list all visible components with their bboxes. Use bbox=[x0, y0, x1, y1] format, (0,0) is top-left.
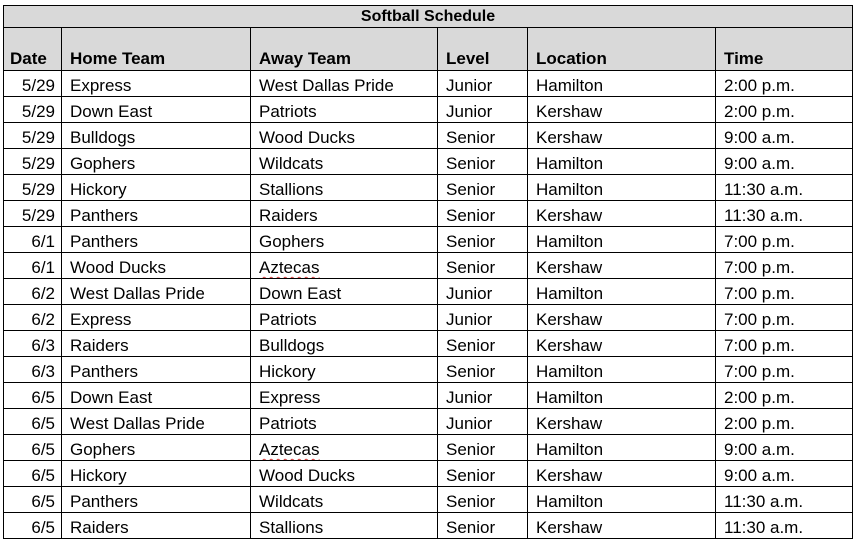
cell-home-team[interactable] bbox=[62, 409, 251, 435]
cell-home-team-text: Raiders bbox=[70, 336, 129, 355]
cell-date[interactable] bbox=[4, 123, 62, 149]
cell-location-text: Kershaw bbox=[536, 336, 603, 355]
cell-home-team-text: Wood Ducks bbox=[70, 258, 167, 277]
cell-away-team[interactable] bbox=[251, 253, 438, 279]
cell-level[interactable] bbox=[438, 435, 528, 461]
cell-away-team[interactable] bbox=[251, 409, 438, 435]
cell-time[interactable] bbox=[716, 461, 853, 487]
cell-time-text: 7:00 p.m. bbox=[724, 284, 795, 303]
cell-date-text: 6/1 bbox=[31, 232, 55, 251]
cell-away-team[interactable] bbox=[251, 149, 438, 175]
cell-time[interactable] bbox=[716, 279, 853, 305]
cell-away-team[interactable] bbox=[251, 435, 438, 461]
cell-date-text: 6/5 bbox=[31, 466, 55, 485]
cell-location[interactable] bbox=[528, 227, 716, 253]
cell-away-team[interactable] bbox=[251, 97, 438, 123]
cell-home-team[interactable] bbox=[62, 227, 251, 253]
table-row bbox=[4, 227, 853, 253]
cell-time-text: 7:00 p.m. bbox=[724, 310, 795, 329]
cell-time-text: 2:00 p.m. bbox=[724, 414, 795, 433]
table-row bbox=[4, 253, 853, 279]
cell-location[interactable] bbox=[528, 461, 716, 487]
cell-level-text: Junior bbox=[446, 102, 493, 121]
cell-time[interactable] bbox=[716, 435, 853, 461]
column-header-date[interactable]: Date bbox=[4, 28, 62, 71]
cell-time[interactable] bbox=[716, 71, 853, 97]
cell-date[interactable] bbox=[4, 435, 62, 461]
cell-date-text: 6/5 bbox=[31, 492, 55, 511]
cell-level-text: Junior bbox=[446, 310, 493, 329]
cell-level-text: Senior bbox=[446, 518, 496, 537]
cell-date-text: 6/5 bbox=[31, 414, 55, 433]
cell-home-team[interactable] bbox=[62, 435, 251, 461]
cell-home-team[interactable] bbox=[62, 149, 251, 175]
cell-date[interactable] bbox=[4, 175, 62, 201]
cell-time-text: 11:30 a.m. bbox=[724, 518, 804, 537]
cell-time[interactable] bbox=[716, 357, 853, 383]
cell-level-text: Senior bbox=[446, 492, 496, 511]
cell-date-text: 6/5 bbox=[31, 388, 55, 407]
column-header-time[interactable]: Time bbox=[716, 28, 853, 71]
cell-away-team[interactable] bbox=[251, 123, 438, 149]
cell-location[interactable] bbox=[528, 123, 716, 149]
cell-date[interactable] bbox=[4, 409, 62, 435]
cell-away-team-text: Express bbox=[259, 388, 321, 407]
cell-away-team[interactable] bbox=[251, 71, 438, 97]
table-row bbox=[4, 175, 853, 201]
cell-location-text: Kershaw bbox=[536, 206, 603, 225]
cell-date[interactable] bbox=[4, 513, 62, 539]
cell-date-text: 6/2 bbox=[31, 310, 55, 329]
cell-away-team-text: Aztecas bbox=[259, 258, 320, 277]
schedule-body bbox=[4, 71, 853, 539]
cell-location[interactable] bbox=[528, 513, 716, 539]
cell-home-team-text: Panthers bbox=[70, 362, 139, 381]
cell-level[interactable] bbox=[438, 409, 528, 435]
cell-away-team-text: Stallions bbox=[259, 518, 324, 537]
column-header-level[interactable]: Level bbox=[438, 28, 528, 71]
cell-away-team-text: Patriots bbox=[259, 102, 317, 121]
cell-away-team[interactable] bbox=[251, 227, 438, 253]
cell-location-text: Hamilton bbox=[536, 232, 604, 251]
cell-date-text: 6/3 bbox=[31, 336, 55, 355]
cell-away-team[interactable] bbox=[251, 201, 438, 227]
cell-time-text: 2:00 p.m. bbox=[724, 102, 795, 121]
cell-time[interactable] bbox=[716, 409, 853, 435]
cell-location[interactable] bbox=[528, 435, 716, 461]
cell-home-team-text: Hickory bbox=[70, 180, 127, 199]
cell-location-text: Kershaw bbox=[536, 102, 603, 121]
cell-date[interactable] bbox=[4, 487, 62, 513]
cell-date[interactable] bbox=[4, 97, 62, 123]
cell-location-text: Kershaw bbox=[536, 518, 603, 537]
cell-level[interactable] bbox=[438, 461, 528, 487]
cell-home-team-text: West Dallas Pride bbox=[70, 284, 205, 303]
cell-home-team-text: Hickory bbox=[70, 466, 127, 485]
cell-level[interactable] bbox=[438, 149, 528, 175]
cell-level-text: Senior bbox=[446, 180, 496, 199]
table-row bbox=[4, 331, 853, 357]
cell-level-text: Senior bbox=[446, 154, 496, 173]
cell-away-team-text: West Dallas Pride bbox=[259, 76, 394, 95]
header-row bbox=[4, 28, 853, 71]
cell-time[interactable] bbox=[716, 513, 853, 539]
cell-home-team[interactable] bbox=[62, 97, 251, 123]
cell-time-text: 7:00 p.m. bbox=[724, 336, 795, 355]
cell-date-text: 6/3 bbox=[31, 362, 55, 381]
cell-home-team[interactable] bbox=[62, 383, 251, 409]
cell-location[interactable] bbox=[528, 487, 716, 513]
cell-level[interactable] bbox=[438, 279, 528, 305]
table-title[interactable]: Softball Schedule bbox=[4, 6, 853, 28]
cell-time[interactable] bbox=[716, 383, 853, 409]
cell-location-text: Hamilton bbox=[536, 440, 604, 459]
cell-away-team-text: Wood Ducks bbox=[259, 128, 356, 147]
cell-home-team-text: Down East bbox=[70, 388, 153, 407]
cell-date[interactable] bbox=[4, 71, 62, 97]
cell-level-text: Junior bbox=[446, 76, 493, 95]
cell-location-text: Hamilton bbox=[536, 180, 604, 199]
cell-home-team[interactable] bbox=[62, 461, 251, 487]
cell-time-text: 2:00 p.m. bbox=[724, 76, 795, 95]
cell-time-text: 11:30 a.m. bbox=[724, 492, 804, 511]
cell-location-text: Kershaw bbox=[536, 310, 603, 329]
cell-date[interactable] bbox=[4, 383, 62, 409]
cell-date[interactable] bbox=[4, 331, 62, 357]
schedule-sheet bbox=[3, 5, 853, 539]
cell-time-text: 9:00 a.m. bbox=[724, 466, 795, 485]
cell-level[interactable] bbox=[438, 513, 528, 539]
cell-away-team-text: Hickory bbox=[259, 362, 316, 381]
column-header-location[interactable]: Location bbox=[528, 28, 716, 71]
cell-home-team[interactable] bbox=[62, 331, 251, 357]
cell-level-text: Junior bbox=[446, 388, 493, 407]
table-row bbox=[4, 461, 853, 487]
cell-time-text: 11:30 a.m. bbox=[724, 206, 804, 225]
table-row bbox=[4, 409, 853, 435]
cell-away-team-text: Wildcats bbox=[259, 154, 324, 173]
cell-time[interactable] bbox=[716, 253, 853, 279]
cell-time[interactable] bbox=[716, 123, 853, 149]
cell-time[interactable] bbox=[716, 149, 853, 175]
cell-level[interactable] bbox=[438, 97, 528, 123]
cell-location[interactable] bbox=[528, 71, 716, 97]
cell-home-team-text: Gophers bbox=[70, 440, 136, 459]
cell-location[interactable] bbox=[528, 149, 716, 175]
cell-home-team-text: Express bbox=[70, 76, 132, 95]
cell-location-text: Hamilton bbox=[536, 284, 604, 303]
cell-date-text: 6/2 bbox=[31, 284, 55, 303]
cell-home-team[interactable] bbox=[62, 357, 251, 383]
cell-level[interactable] bbox=[438, 487, 528, 513]
cell-level[interactable] bbox=[438, 71, 528, 97]
cell-location[interactable] bbox=[528, 383, 716, 409]
cell-location-text: Kershaw bbox=[536, 258, 603, 277]
cell-away-team-text: Wood Ducks bbox=[259, 466, 356, 485]
table-row bbox=[4, 279, 853, 305]
cell-location[interactable] bbox=[528, 253, 716, 279]
cell-away-team[interactable] bbox=[251, 331, 438, 357]
cell-level-text: Senior bbox=[446, 466, 496, 485]
cell-time[interactable] bbox=[716, 305, 853, 331]
cell-level[interactable] bbox=[438, 331, 528, 357]
cell-time-text: 7:00 p.m. bbox=[724, 258, 795, 277]
column-header-away-team[interactable]: Away Team bbox=[251, 28, 438, 71]
cell-home-team[interactable] bbox=[62, 305, 251, 331]
cell-away-team-text: Patriots bbox=[259, 414, 317, 433]
cell-level[interactable] bbox=[438, 305, 528, 331]
cell-home-team-text: Gophers bbox=[70, 154, 136, 173]
cell-level-text: Junior bbox=[446, 284, 493, 303]
cell-date-text: 6/5 bbox=[31, 440, 55, 459]
cell-home-team-text: West Dallas Pride bbox=[70, 414, 205, 433]
cell-location-text: Kershaw bbox=[536, 414, 603, 433]
cell-location-text: Hamilton bbox=[536, 154, 604, 173]
cell-level-text: Senior bbox=[446, 232, 496, 251]
cell-home-team-text: Raiders bbox=[70, 518, 129, 537]
cell-location[interactable] bbox=[528, 97, 716, 123]
cell-location-text: Hamilton bbox=[536, 388, 604, 407]
cell-time[interactable] bbox=[716, 331, 853, 357]
cell-home-team-text: Panthers bbox=[70, 232, 139, 251]
cell-time-text: 2:00 p.m. bbox=[724, 388, 795, 407]
cell-away-team-text: Raiders bbox=[259, 206, 318, 225]
cell-away-team-text: Patriots bbox=[259, 310, 317, 329]
cell-level-text: Senior bbox=[446, 206, 496, 225]
cell-date[interactable] bbox=[4, 149, 62, 175]
cell-location-text: Hamilton bbox=[536, 362, 604, 381]
cell-time[interactable] bbox=[716, 201, 853, 227]
cell-date[interactable] bbox=[4, 201, 62, 227]
cell-location-text: Kershaw bbox=[536, 466, 603, 485]
cell-home-team-text: Bulldogs bbox=[70, 128, 136, 147]
cell-level-text: Senior bbox=[446, 336, 496, 355]
cell-home-team[interactable] bbox=[62, 253, 251, 279]
cell-date[interactable] bbox=[4, 305, 62, 331]
cell-level-text: Senior bbox=[446, 128, 496, 147]
cell-date-text: 6/5 bbox=[31, 518, 55, 537]
table-row bbox=[4, 305, 853, 331]
table-row bbox=[4, 487, 853, 513]
table-row bbox=[4, 149, 853, 175]
schedule-table bbox=[3, 5, 853, 539]
cell-home-team[interactable] bbox=[62, 279, 251, 305]
cell-level-text: Senior bbox=[446, 440, 496, 459]
cell-date-text: 5/29 bbox=[21, 102, 55, 121]
cell-home-team[interactable] bbox=[62, 71, 251, 97]
cell-away-team-text: Wildcats bbox=[259, 492, 324, 511]
cell-level[interactable] bbox=[438, 175, 528, 201]
cell-home-team[interactable] bbox=[62, 123, 251, 149]
cell-level[interactable] bbox=[438, 201, 528, 227]
cell-away-team-text: Gophers bbox=[259, 232, 325, 251]
cell-time-text: 11:30 a.m. bbox=[724, 180, 804, 199]
cell-time-text: 7:00 p.m. bbox=[724, 232, 795, 251]
cell-date[interactable] bbox=[4, 357, 62, 383]
cell-location[interactable] bbox=[528, 201, 716, 227]
cell-date[interactable] bbox=[4, 461, 62, 487]
cell-level-text: Junior bbox=[446, 414, 493, 433]
cell-date[interactable] bbox=[4, 253, 62, 279]
cell-home-team[interactable] bbox=[62, 201, 251, 227]
cell-date-text: 5/29 bbox=[21, 154, 55, 173]
cell-level[interactable] bbox=[438, 123, 528, 149]
cell-location-text: Hamilton bbox=[536, 492, 604, 511]
table-row bbox=[4, 71, 853, 97]
table-row bbox=[4, 513, 853, 539]
cell-home-team-text: Panthers bbox=[70, 492, 139, 511]
cell-location[interactable] bbox=[528, 331, 716, 357]
table-row bbox=[4, 435, 853, 461]
cell-time-text: 9:00 a.m. bbox=[724, 128, 795, 147]
cell-location-text: Kershaw bbox=[536, 128, 603, 147]
cell-away-team-text: Aztecas bbox=[259, 440, 320, 459]
cell-date-text: 6/1 bbox=[31, 258, 55, 277]
cell-away-team-text: Stallions bbox=[259, 180, 324, 199]
table-row bbox=[4, 357, 853, 383]
column-header-home-team[interactable]: Home Team bbox=[62, 28, 251, 71]
cell-home-team-text: Panthers bbox=[70, 206, 139, 225]
cell-home-team[interactable] bbox=[62, 513, 251, 539]
cell-away-team[interactable] bbox=[251, 279, 438, 305]
cell-level[interactable] bbox=[438, 383, 528, 409]
cell-away-team[interactable] bbox=[251, 175, 438, 201]
cell-level[interactable] bbox=[438, 357, 528, 383]
cell-date-text: 5/29 bbox=[21, 128, 55, 147]
cell-date[interactable] bbox=[4, 227, 62, 253]
table-row bbox=[4, 97, 853, 123]
cell-home-team[interactable] bbox=[62, 487, 251, 513]
cell-date-text: 5/29 bbox=[21, 76, 55, 95]
cell-location[interactable] bbox=[528, 305, 716, 331]
cell-time[interactable] bbox=[716, 175, 853, 201]
cell-away-team[interactable] bbox=[251, 357, 438, 383]
cell-time-text: 9:00 a.m. bbox=[724, 154, 795, 173]
cell-level[interactable] bbox=[438, 227, 528, 253]
cell-time-text: 7:00 p.m. bbox=[724, 362, 795, 381]
cell-time[interactable] bbox=[716, 97, 853, 123]
cell-level-text: Senior bbox=[446, 362, 496, 381]
cell-date-text: 5/29 bbox=[21, 180, 55, 199]
cell-date[interactable] bbox=[4, 279, 62, 305]
cell-time[interactable] bbox=[716, 227, 853, 253]
cell-time-text: 9:00 a.m. bbox=[724, 440, 795, 459]
cell-home-team[interactable] bbox=[62, 175, 251, 201]
cell-away-team-text: Bulldogs bbox=[259, 336, 325, 355]
cell-home-team-text: Down East bbox=[70, 102, 153, 121]
cell-location[interactable] bbox=[528, 409, 716, 435]
cell-location[interactable] bbox=[528, 175, 716, 201]
table-row bbox=[4, 123, 853, 149]
cell-away-team[interactable] bbox=[251, 487, 438, 513]
cell-date-text: 5/29 bbox=[21, 206, 55, 225]
table-row bbox=[4, 383, 853, 409]
title-row bbox=[4, 6, 853, 28]
cell-level-text: Senior bbox=[446, 258, 496, 277]
cell-away-team[interactable] bbox=[251, 513, 438, 539]
cell-time[interactable] bbox=[716, 487, 853, 513]
cell-location[interactable] bbox=[528, 357, 716, 383]
table-row bbox=[4, 201, 853, 227]
cell-away-team[interactable] bbox=[251, 461, 438, 487]
cell-home-team-text: Express bbox=[70, 310, 132, 329]
cell-level[interactable] bbox=[438, 253, 528, 279]
cell-away-team[interactable] bbox=[251, 305, 438, 331]
cell-away-team[interactable] bbox=[251, 383, 438, 409]
cell-away-team-text: Down East bbox=[259, 284, 342, 303]
cell-location[interactable] bbox=[528, 279, 716, 305]
cell-location-text: Hamilton bbox=[536, 76, 604, 95]
